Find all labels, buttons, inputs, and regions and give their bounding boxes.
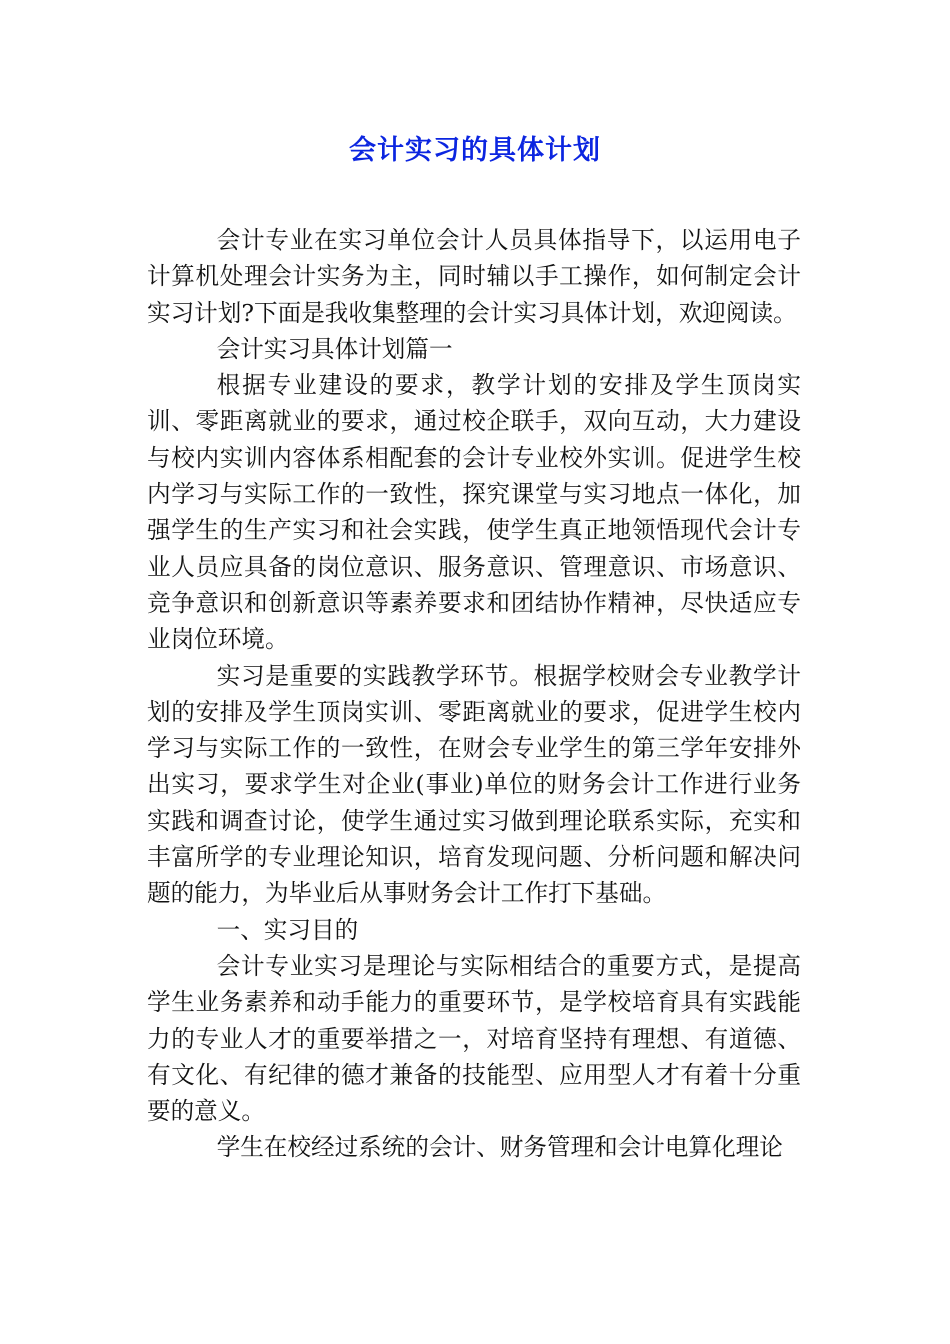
section-heading-part-one: 会计实习具体计划篇一 [216,334,453,363]
paragraph-theory: 学生在校经过系统的会计、财务管理和会计电算化理论 [216,1133,783,1162]
paragraph-practice-importance: 实习是重要的实践教学环节。根据学校财会专业教学计划的安排及学生顶岗实训、零距离就业的要求，促进学生校内学习与实际工作的一致性，在财会专业学生的第三学年安排外出实习，要求学生对企业(事业)单位的财务会计工作进行业务实践和调查讨论，使学生通过实习做到理论联系实际，充实和丰富所学的专业理论知识，培育发现问题、分析问题和解决问题的能力，为毕业后从事财务会计工作打下基础。 [147,661,801,908]
paragraph-construction: 根据专业建设的要求，教学计划的安排及学生顶岗实训、零距离就业的要求，通过校企联手，双向互动，大力建设与校内实训内容体系相配套的会计专业校外实训。促进学生校内学习与实际工作的一致性，探究课堂与实习地点一体化，加强学生的生产实习和社会实践，使学生真正地领悟现代会计专业人员应具备的岗位意识、服务意识、管理意识、市场意识、竞争意识和创新意识等素养要求和团结协作精神，尽快适应专业岗位环境。 [147,371,801,654]
paragraph-purpose: 会计专业实习是理论与实际相结合的重要方式，是提高学生业务素养和动手能力的重要环节，是学校培育具有实践能力的专业人才的重要举措之一，对培育坚持有理想、有道德、有文化、有纪律的德才兼备的技能型、应用型人才有着十分重要的意义。 [147,951,801,1126]
section-heading-purpose: 一、实习目的 [216,915,359,944]
document-body [147,222,801,1166]
document-title: 会计实习的具体计划 [349,135,601,166]
paragraph-intro: 会计专业在实习单位会计人员具体指导下，以运用电子计算机处理会计实务为主，同时辅以手工操作，如何制定会计实习计划?下面是我收集整理的会计实习具体计划，欢迎阅读。 [147,226,801,327]
